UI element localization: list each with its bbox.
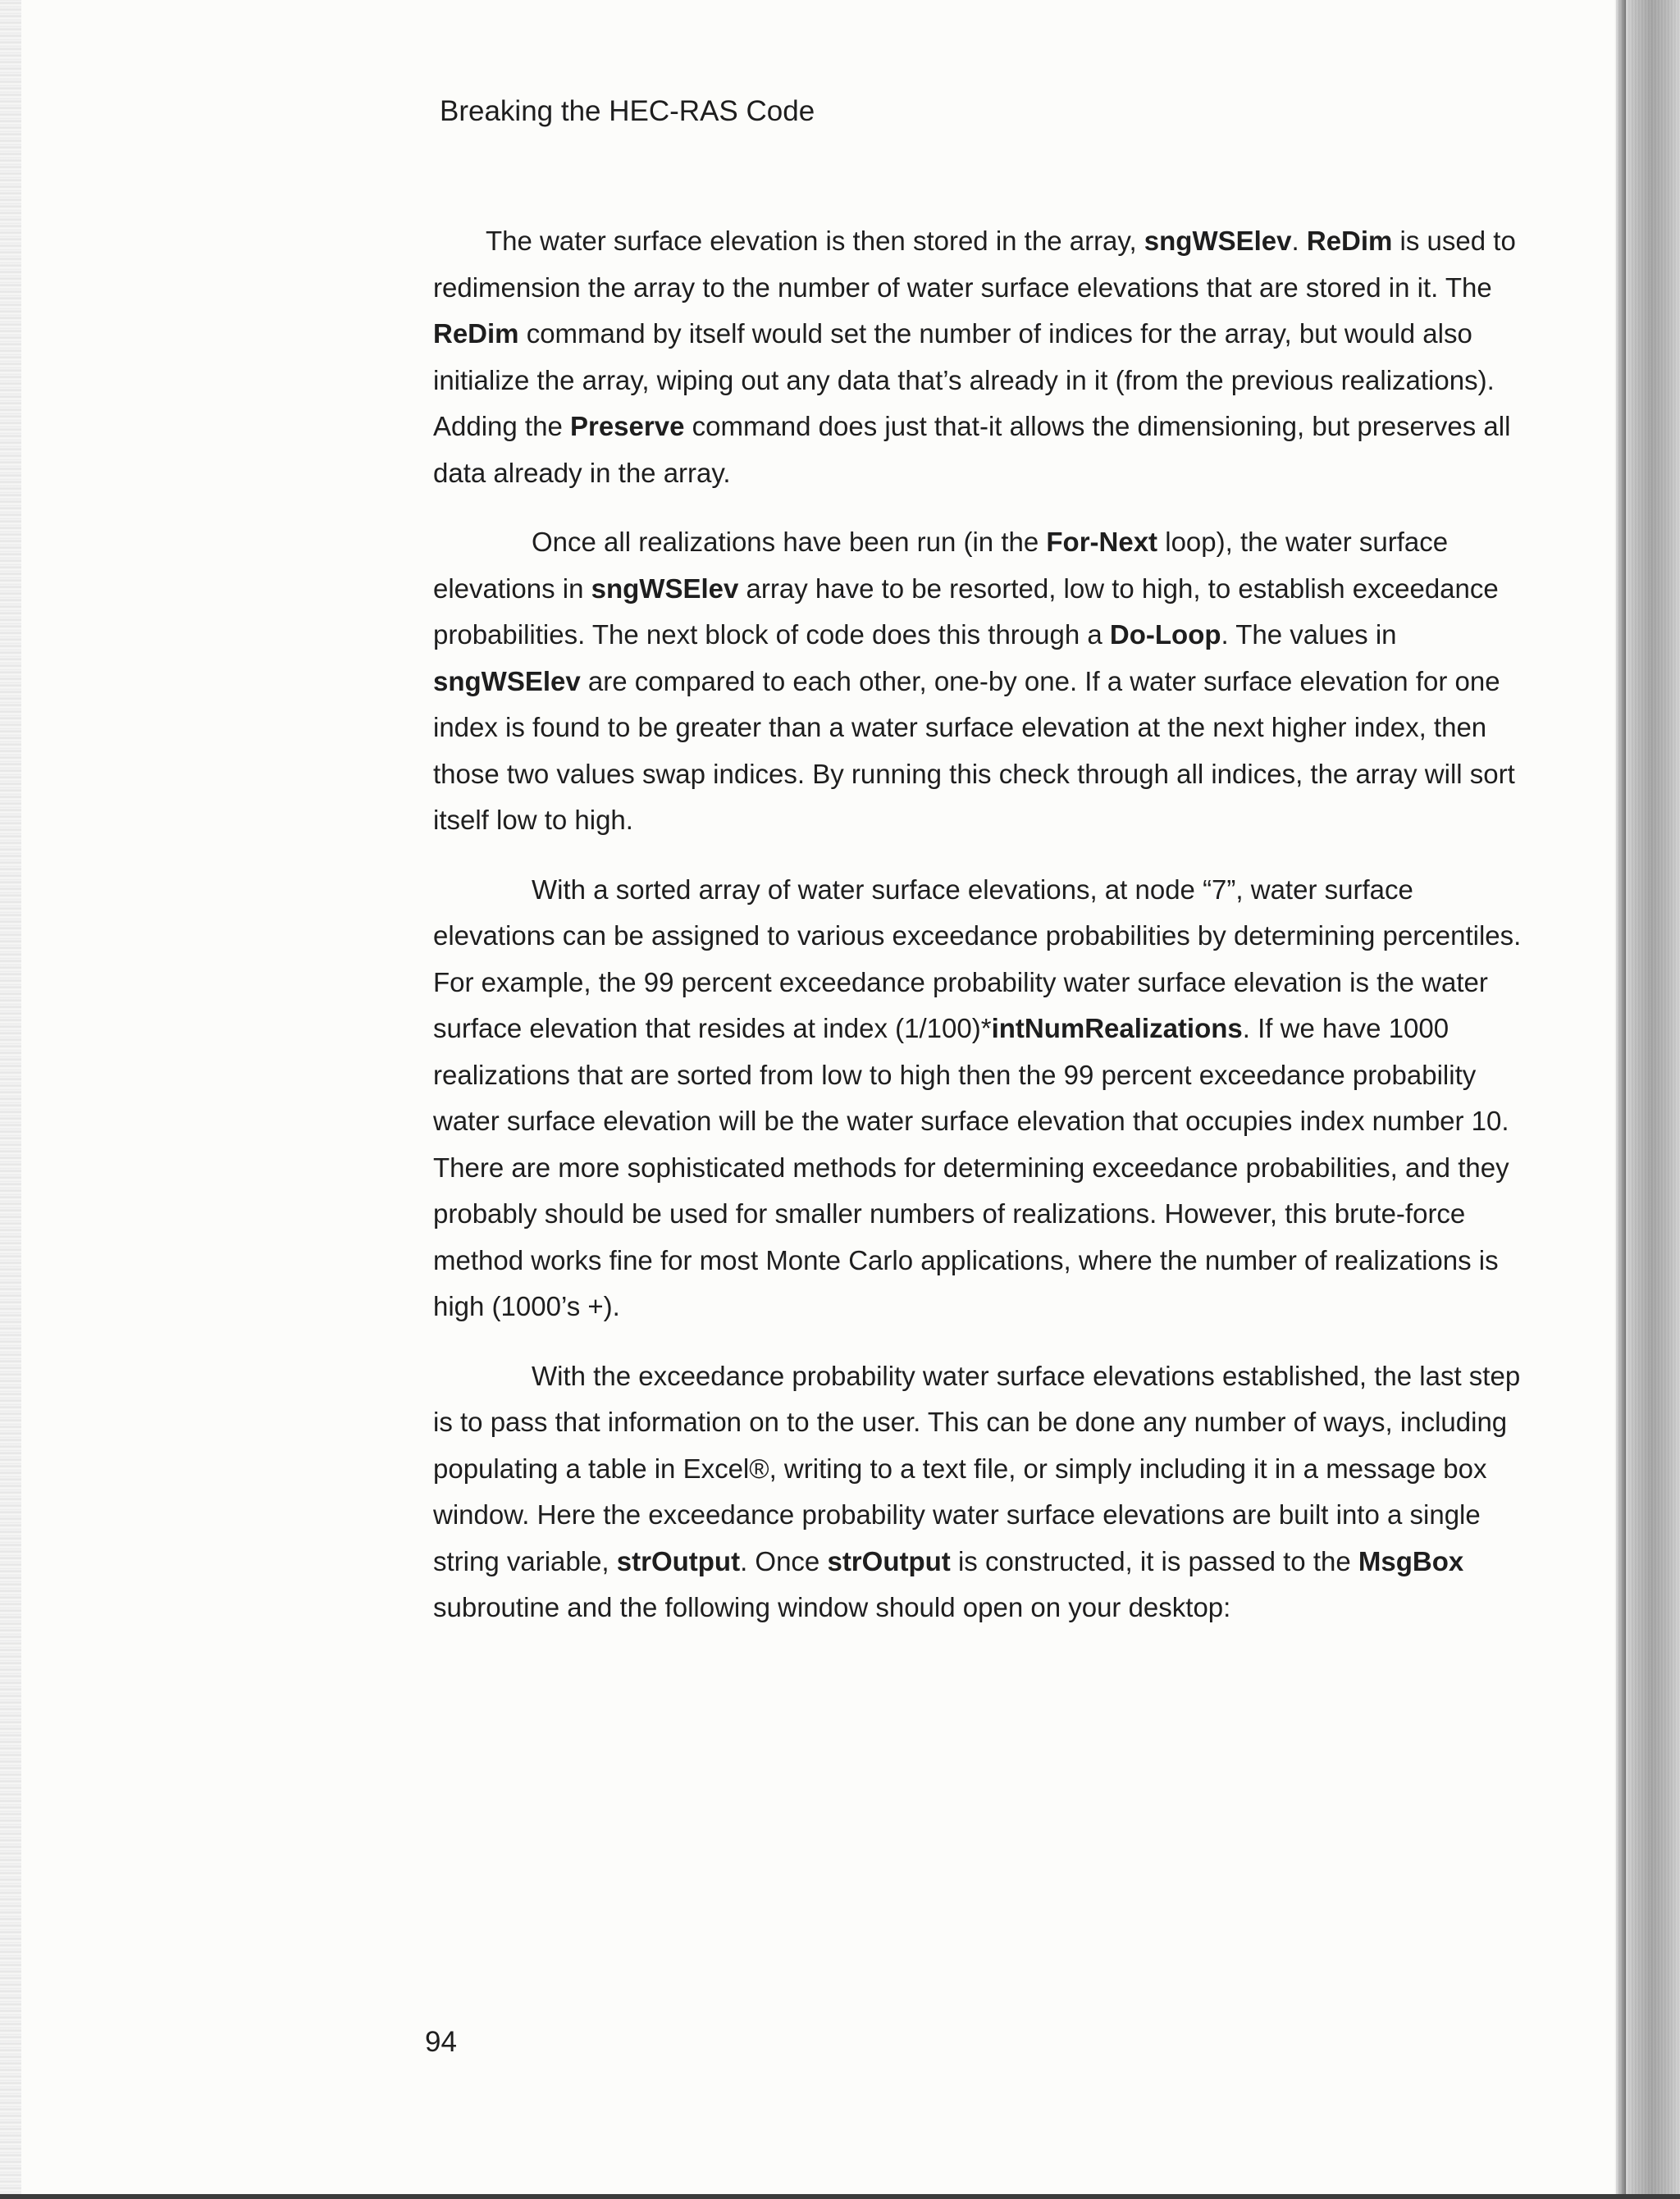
text-run: command by itself would set the number of indices for the array, but would also initialize the array, wiping out any data that’s already in it (from the previous realizations). Adding the xyxy=(433,318,1495,441)
code-term: Do-Loop xyxy=(1109,619,1221,650)
code-term: For-Next xyxy=(1046,527,1158,557)
text-run: are compared to each other, one-by one. If a water surface elevation for one index is found to be greater than a water surface elevation at the next higher index, then those two values swap indices. By running this check through all indices, the array will sort itself low to high. xyxy=(433,665,1515,835)
text-run: . Once xyxy=(740,1545,828,1576)
paragraph xyxy=(433,218,1526,496)
code-term: ReDim xyxy=(433,318,519,349)
code-term: sngWSElev xyxy=(1144,226,1292,256)
text-run: loop), the water surface elevations in xyxy=(433,527,1449,604)
code-term: strOutput xyxy=(616,1545,741,1576)
text-run: . If we have 1000 realizations that are sorted from low to high then the 99 percent exceedance probability water surface elevation will be the water surface elevation that occupies index number 10. There are more sophisticated methods for determining exceedance probabilities, and they probably should be used for smaller numbers of realizations. However, this brute-force method works fine for most Monte Carlo applications, where the number of realizations is high (1000’s +). xyxy=(433,1013,1509,1321)
code-term: intNumRealizations xyxy=(991,1013,1243,1043)
scan-bottom-edge xyxy=(0,2194,1680,2199)
text-run: . xyxy=(1291,226,1307,256)
text-run: The water surface elevation is then stored in the array, xyxy=(486,226,1144,256)
book-spine-gutter xyxy=(1614,0,1626,2199)
code-term: sngWSElev xyxy=(591,573,739,604)
text-run: is constructed, it is passed to the xyxy=(950,1545,1358,1576)
text-run: . The values in xyxy=(1221,619,1397,650)
code-term: sngWSElev xyxy=(433,665,581,696)
text-run: With a sorted array of water surface elevations, at node “7”, water surface elevations can be assigned to various exceedance probabilities by determining percentiles. For example, the 99 percent exceedance probability water surface elevation is the water surface elevation that resides at index (1/100)* xyxy=(433,874,1522,1043)
text-run: subroutine and the following window should open on your desktop: xyxy=(433,1592,1231,1622)
page-number: 94 xyxy=(425,2026,457,2058)
code-term: MsgBox xyxy=(1358,1545,1464,1576)
paragraph xyxy=(433,519,1526,844)
paragraph xyxy=(433,867,1526,1330)
code-term: strOutput xyxy=(827,1545,951,1576)
body-text xyxy=(433,218,1526,1654)
code-term: Preserve xyxy=(569,411,685,441)
text-run: With the exceedance probability water surface elevations established, the last step is to pass that information on to the user. This can be done any number of ways, including populating a table in Excel®, writing to a text file, or simply including it in a message box window. Here the exceedance probability water surface elevations are built into a single string variable, xyxy=(433,1360,1521,1576)
scan-left-edge xyxy=(0,0,21,2199)
code-term: ReDim xyxy=(1306,226,1393,256)
text-run: is used to redimension the array to the number of water surface elevations that are stored in it. The xyxy=(433,226,1516,303)
running-header: Breaking the HEC-RAS Code xyxy=(440,95,815,127)
text-run: Once all realizations have been run (in the xyxy=(532,527,1047,557)
text-run: array have to be resorted, low to high, to establish exceedance probabilities. The next block of code does this through a xyxy=(433,573,1499,650)
paragraph xyxy=(433,1353,1526,1631)
text-run: command does just that-it allows the dimensioning, but preserves all data already in the array. xyxy=(433,411,1511,488)
